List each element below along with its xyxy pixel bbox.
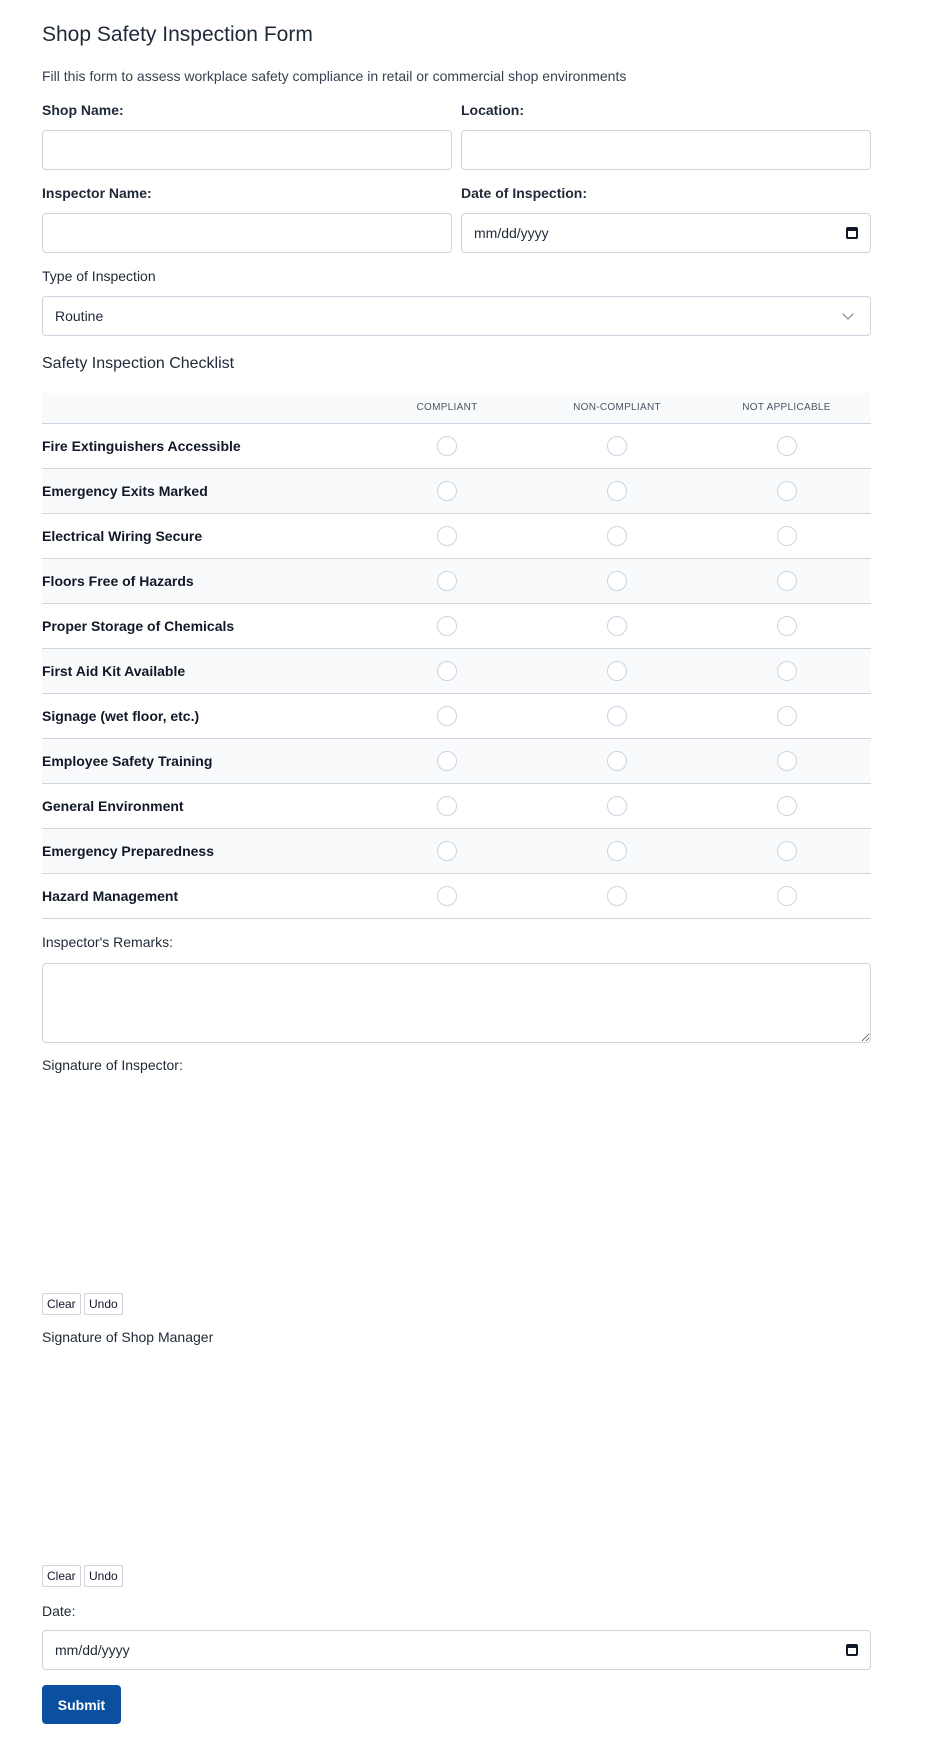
radio-not-applicable[interactable] [777,436,797,456]
radio-cell-not-applicable [702,558,871,603]
radio-compliant[interactable] [437,751,457,771]
radio-cell-compliant [362,468,532,513]
radio-not-applicable[interactable] [777,571,797,591]
final-date-placeholder: mm/dd/yyyy [55,1642,130,1658]
inspection-date-input[interactable] [461,213,871,253]
checklist-row [42,783,871,828]
radio-compliant[interactable] [437,841,457,861]
radio-non-compliant[interactable] [607,706,627,726]
checklist-row [42,603,871,648]
manager-signature-pad[interactable] [42,1354,871,1554]
radio-cell-compliant [362,828,532,873]
radio-cell-compliant [362,783,532,828]
form-description: Fill this form to assess workplace safety compliance in retail or commercial shop environments [42,68,627,84]
inspector-signature-label: Signature of Inspector: [42,1057,183,1073]
radio-compliant[interactable] [437,886,457,906]
column-non-compliant: NON-COMPLIANT [532,393,702,423]
radio-non-compliant[interactable] [607,616,627,636]
checklist-table [42,393,871,919]
radio-cell-non-compliant [532,423,702,468]
radio-non-compliant[interactable] [607,481,627,501]
radio-compliant[interactable] [437,526,457,546]
checklist-item-label: Emergency Preparedness [42,828,362,873]
submit-button[interactable]: Submit [42,1685,121,1724]
checklist-item-label: Employee Safety Training [42,738,362,783]
radio-not-applicable[interactable] [777,706,797,726]
radio-not-applicable[interactable] [777,886,797,906]
calendar-icon[interactable] [846,227,858,239]
radio-compliant[interactable] [437,661,457,681]
radio-non-compliant[interactable] [607,526,627,546]
checklist-item-label: Fire Extinguishers Accessible [42,423,362,468]
checklist-item-label: Proper Storage of Chemicals [42,603,362,648]
radio-cell-compliant [362,513,532,558]
inspector-signature-undo-button[interactable]: Undo [84,1293,123,1315]
shop-name-input[interactable] [42,130,452,170]
inspection-date-label: Date of Inspection: [461,185,588,201]
remarks-textarea[interactable] [42,963,871,1043]
inspector-name-label: Inspector Name: [42,185,152,201]
inspection-type-select[interactable] [42,296,871,336]
radio-cell-non-compliant [532,693,702,738]
radio-cell-compliant [362,738,532,783]
calendar-icon[interactable] [846,1644,858,1656]
checklist-row [42,873,871,918]
radio-cell-not-applicable [702,648,871,693]
radio-cell-not-applicable [702,603,871,648]
radio-cell-not-applicable [702,738,871,783]
final-date-label: Date: [42,1603,76,1619]
radio-cell-non-compliant [532,558,702,603]
checklist-header-row [42,393,871,423]
inspection-type-label: Type of Inspection [42,268,156,284]
checklist-row [42,693,871,738]
radio-not-applicable[interactable] [777,616,797,636]
radio-non-compliant[interactable] [607,796,627,816]
radio-non-compliant[interactable] [607,841,627,861]
inspector-signature-pad[interactable] [42,1082,871,1282]
radio-cell-non-compliant [532,738,702,783]
checklist-item-label: First Aid Kit Available [42,648,362,693]
radio-not-applicable[interactable] [777,796,797,816]
inspection-date-placeholder: mm/dd/yyyy [474,225,549,241]
radio-cell-non-compliant [532,513,702,558]
final-date-input[interactable] [42,1630,871,1670]
shop-name-label: Shop Name: [42,102,124,118]
radio-non-compliant[interactable] [607,751,627,771]
radio-compliant[interactable] [437,616,457,636]
radio-non-compliant[interactable] [607,661,627,681]
checklist-item-label: Emergency Exits Marked [42,468,362,513]
radio-cell-compliant [362,693,532,738]
radio-cell-not-applicable [702,783,871,828]
checklist-item-label: Hazard Management [42,873,362,918]
radio-cell-non-compliant [532,873,702,918]
radio-cell-not-applicable [702,513,871,558]
radio-cell-compliant [362,648,532,693]
radio-cell-not-applicable [702,468,871,513]
radio-compliant[interactable] [437,481,457,501]
radio-compliant[interactable] [437,436,457,456]
manager-signature-undo-button[interactable]: Undo [84,1565,123,1587]
radio-non-compliant[interactable] [607,571,627,591]
radio-cell-compliant [362,423,532,468]
checklist-title: Safety Inspection Checklist [42,355,235,372]
radio-cell-non-compliant [532,783,702,828]
radio-not-applicable[interactable] [777,526,797,546]
form-title: Shop Safety Inspection Form [42,23,313,46]
checklist-row [42,828,871,873]
location-label: Location: [461,102,524,118]
location-input[interactable] [461,130,871,170]
column-not-applicable: NOT APPLICABLE [702,393,871,423]
checklist-row [42,468,871,513]
radio-not-applicable[interactable] [777,661,797,681]
column-compliant: COMPLIANT [362,393,532,423]
checklist-item-label: Electrical Wiring Secure [42,513,362,558]
manager-signature-clear-button[interactable]: Clear [42,1565,81,1587]
checklist-row [42,513,871,558]
radio-cell-non-compliant [532,603,702,648]
inspection-type-value: Routine [55,308,104,324]
chevron-down-icon [842,308,853,319]
radio-not-applicable[interactable] [777,841,797,861]
radio-cell-non-compliant [532,468,702,513]
radio-not-applicable[interactable] [777,481,797,501]
manager-signature-label: Signature of Shop Manager [42,1329,214,1345]
remarks-label: Inspector's Remarks: [42,934,174,950]
radio-cell-not-applicable [702,873,871,918]
radio-cell-non-compliant [532,648,702,693]
radio-cell-compliant [362,873,532,918]
inspector-name-input[interactable] [42,213,452,253]
inspector-signature-clear-button[interactable]: Clear [42,1293,81,1315]
checklist-row [42,558,871,603]
radio-cell-not-applicable [702,423,871,468]
checklist-row [42,423,871,468]
checklist-row [42,648,871,693]
radio-non-compliant[interactable] [607,886,627,906]
radio-cell-not-applicable [702,828,871,873]
radio-compliant[interactable] [437,796,457,816]
radio-cell-non-compliant [532,828,702,873]
checklist-item-label: General Environment [42,783,362,828]
checklist-row [42,738,871,783]
checklist-item-label: Signage (wet floor, etc.) [42,693,362,738]
radio-non-compliant[interactable] [607,436,627,456]
radio-cell-compliant [362,558,532,603]
radio-cell-compliant [362,603,532,648]
checklist-item-label: Floors Free of Hazards [42,558,362,603]
radio-cell-not-applicable [702,693,871,738]
radio-compliant[interactable] [437,571,457,591]
checklist-header-blank [42,393,362,423]
radio-compliant[interactable] [437,706,457,726]
radio-not-applicable[interactable] [777,751,797,771]
